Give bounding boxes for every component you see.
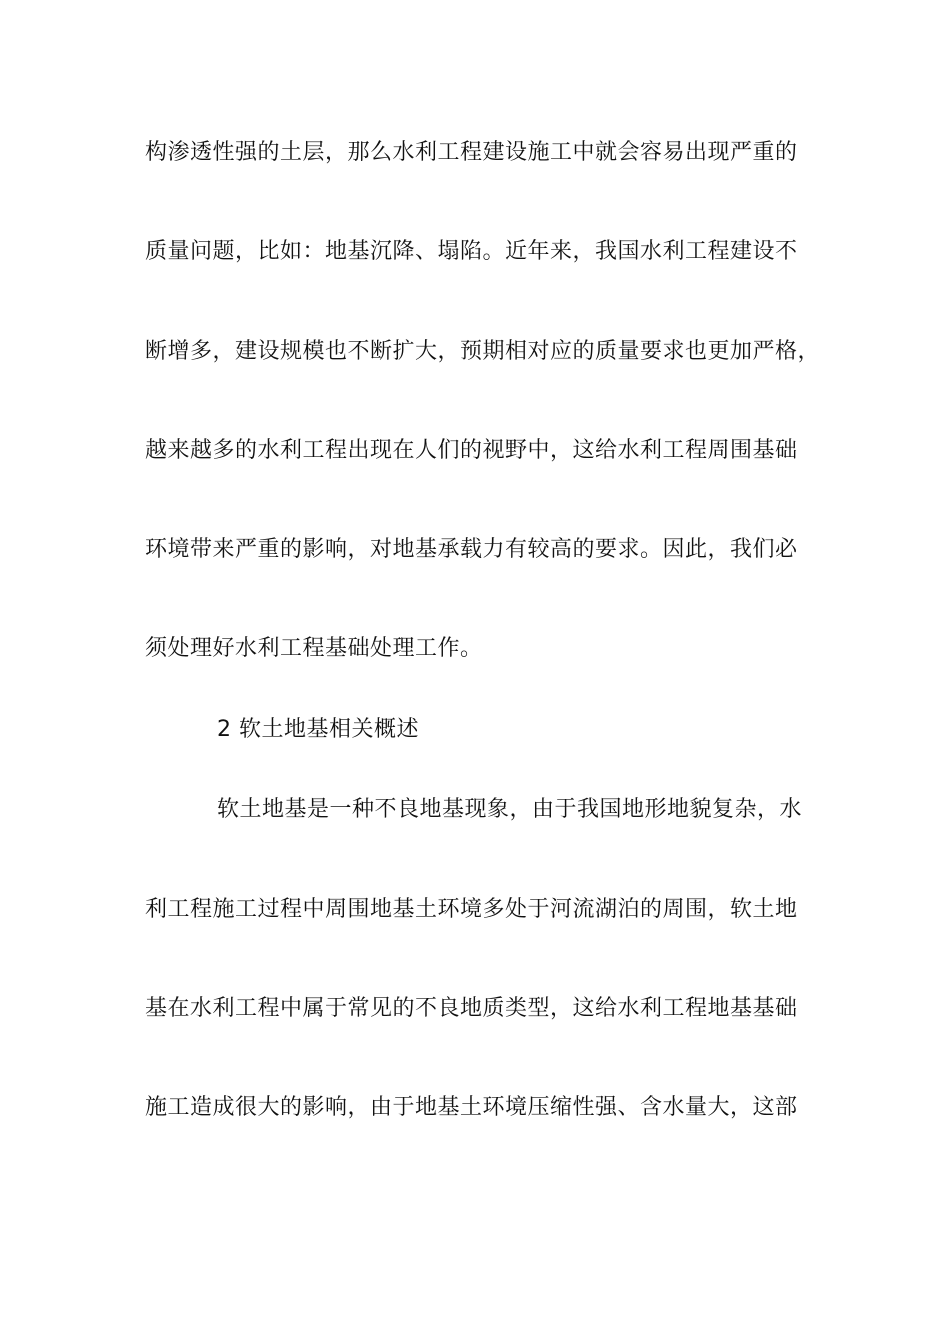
- paragraph-line: 须处理好水利工程基础处理工作。: [145, 636, 483, 661]
- paragraph-line: 环境带来严重的影响，对地基承载力有较高的要求。因此，我们必: [145, 537, 798, 562]
- section-heading: 2 软土地基相关概述: [217, 717, 419, 742]
- paragraph-line: 软土地基是一种不良地基现象，由于我国地形地貌复杂，水: [217, 797, 803, 822]
- paragraph-line: 施工造成很大的影响，由于地基土环境压缩性强、含水量大，这部: [145, 1095, 798, 1120]
- paragraph-line: 利工程施工过程中周围地基土环境多处于河流湖泊的周围，软土地: [145, 897, 798, 922]
- paragraph-line: 构渗透性强的土层，那么水利工程建设施工中就会容易出现严重的: [145, 140, 798, 165]
- paragraph-line: 基在水利工程中属于常见的不良地质类型，这给水利工程地基基础: [145, 996, 798, 1021]
- paragraph-line: 越来越多的水利工程出现在人们的视野中，这给水利工程周围基础: [145, 438, 798, 463]
- paragraph-line: 质量问题，比如：地基沉降、塌陷。近年来，我国水利工程建设不: [145, 239, 798, 264]
- paragraph-line: 断增多，建设规模也不断扩大，预期相对应的质量要求也更加严格，: [145, 339, 821, 364]
